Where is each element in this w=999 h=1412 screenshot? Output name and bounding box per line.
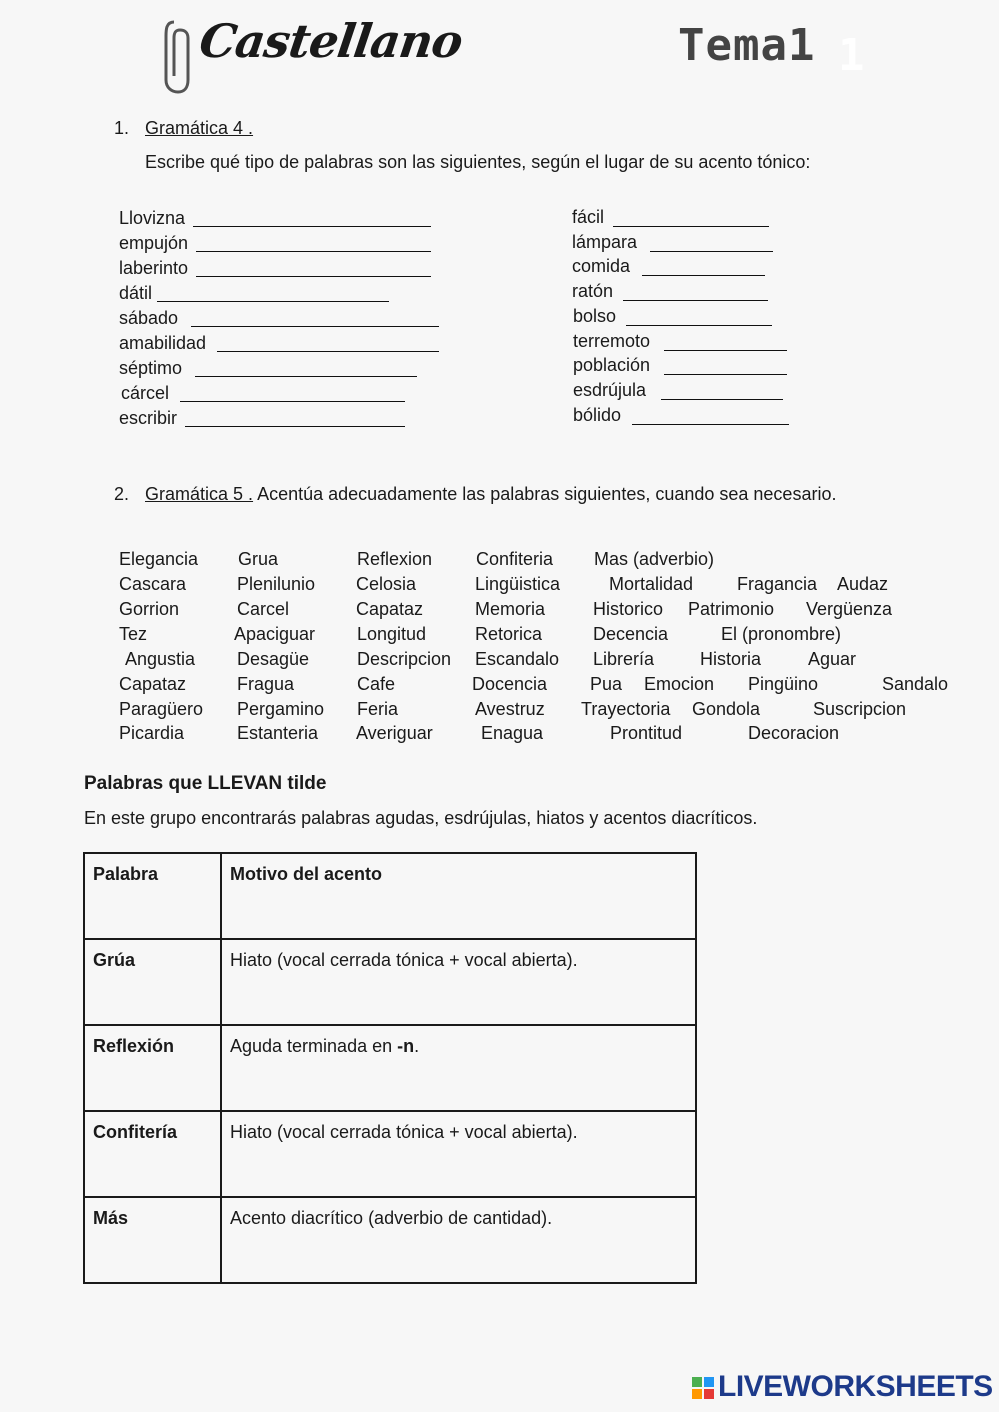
- answer-blank[interactable]: [191, 326, 439, 327]
- answer-blank[interactable]: [664, 374, 787, 375]
- paperclip-icon: [160, 16, 196, 94]
- answer-blank[interactable]: [180, 401, 405, 402]
- liveworksheets-logo-icon: [692, 1377, 714, 1399]
- accent-word[interactable]: Decoracion: [748, 723, 840, 743]
- answer-blank[interactable]: [623, 300, 768, 301]
- accent-word[interactable]: Decencia: [593, 624, 669, 644]
- liveworksheets-brand: LIVEWORKSHEETS: [718, 1370, 993, 1403]
- accent-word[interactable]: Paragüero: [119, 699, 204, 719]
- reason-cell[interactable]: Hiato (vocal cerrada tónica + vocal abierta).: [221, 1111, 696, 1197]
- word-label: Llovizna: [119, 208, 186, 228]
- answer-blank[interactable]: [195, 376, 417, 377]
- accent-word[interactable]: Emocion: [644, 674, 715, 694]
- word-label: ratón: [572, 281, 614, 302]
- table-header-row: [84, 853, 696, 939]
- word-label: lámpara: [572, 231, 638, 252]
- section-description: En este grupo encontrarás palabras agudas, esdrújulas, hiatos y acentos diacríticos.: [84, 808, 758, 828]
- accent-word[interactable]: Confiteria: [476, 549, 554, 569]
- exercise1-instruction: Escribe qué tipo de palabras son las siguientes, según el lugar de su acento tónico:: [145, 152, 811, 172]
- accent-word[interactable]: Prontitud: [610, 723, 683, 743]
- accent-word[interactable]: Memoria: [475, 599, 546, 619]
- word-label: fácil: [572, 207, 605, 227]
- answer-blank[interactable]: [613, 226, 769, 227]
- word-label: laberinto: [119, 258, 189, 278]
- exercise1-title[interactable]: Gramática 4 .: [145, 118, 254, 138]
- accent-word[interactable]: Fragancia: [737, 574, 818, 594]
- accent-word[interactable]: Apaciguar: [234, 624, 316, 644]
- tema-label: Tema1: [678, 20, 816, 71]
- word-cell[interactable]: Grúa: [84, 939, 221, 1025]
- answer-blank[interactable]: [664, 350, 787, 351]
- word-label: población: [573, 355, 651, 376]
- section-heading: Palabras que LLEVAN tilde: [84, 773, 327, 794]
- accent-word[interactable]: Librería: [593, 649, 655, 669]
- answer-blank[interactable]: [193, 226, 431, 227]
- accent-word[interactable]: Trayectoria: [581, 699, 671, 719]
- accent-word[interactable]: Mas (adverbio): [594, 549, 715, 569]
- answer-blank[interactable]: [196, 276, 431, 277]
- accent-word[interactable]: Escandalo: [475, 649, 560, 669]
- word-label: cárcel: [121, 383, 170, 403]
- accent-word[interactable]: Aguar: [808, 649, 857, 669]
- accent-word[interactable]: Estanteria: [237, 723, 319, 743]
- accent-word[interactable]: Historia: [700, 649, 762, 669]
- accent-word[interactable]: Plenilunio: [237, 574, 316, 594]
- table-row: [84, 1025, 696, 1111]
- answer-blank[interactable]: [217, 351, 439, 352]
- accent-word[interactable]: Audaz: [837, 574, 889, 594]
- accent-word[interactable]: Mortalidad: [609, 574, 694, 594]
- accent-word[interactable]: Patrimonio: [688, 599, 775, 619]
- accent-word[interactable]: Capataz: [356, 599, 424, 619]
- tema-number-ghost: 1: [838, 30, 865, 81]
- word-cell[interactable]: Reflexión: [84, 1025, 221, 1111]
- accent-word[interactable]: Tez: [119, 624, 148, 644]
- accent-word[interactable]: El (pronombre): [721, 624, 842, 644]
- accent-word[interactable]: Retorica: [475, 624, 543, 644]
- accent-word[interactable]: Sandalo: [882, 674, 949, 694]
- accent-word[interactable]: Descripcion: [357, 649, 452, 669]
- accent-word[interactable]: Suscripcion: [813, 699, 907, 719]
- accent-word[interactable]: Cafe: [357, 674, 396, 694]
- word-label: séptimo: [119, 358, 183, 378]
- answer-blank[interactable]: [626, 325, 772, 326]
- accent-word[interactable]: Lingüistica: [475, 574, 561, 594]
- word-label: bólido: [573, 404, 622, 425]
- accent-word[interactable]: Elegancia: [119, 549, 199, 569]
- accent-word[interactable]: Gorrion: [119, 599, 180, 619]
- answer-blank[interactable]: [157, 301, 389, 302]
- word-label: bolso: [573, 305, 617, 326]
- accent-word[interactable]: Longitud: [357, 624, 427, 644]
- word-label: esdrújula: [573, 379, 647, 400]
- word-cell[interactable]: Más: [84, 1197, 221, 1283]
- accent-word[interactable]: Docencia: [472, 674, 548, 694]
- table-row: [84, 1111, 696, 1197]
- exercise2-number: 2.: [114, 484, 130, 504]
- word-label: dátil: [119, 283, 153, 303]
- accent-word[interactable]: Pergamino: [237, 699, 325, 719]
- reason-cell[interactable]: Hiato (vocal cerrada tónica + vocal abierta).: [221, 939, 696, 1025]
- word-label: empujón: [119, 233, 189, 253]
- word-label: comida: [572, 256, 631, 277]
- word-label: escribir: [119, 408, 178, 428]
- accent-word[interactable]: Reflexion: [357, 549, 433, 569]
- answer-blank[interactable]: [642, 275, 765, 276]
- reason-cell[interactable]: Aguda terminada en -n.: [221, 1025, 696, 1111]
- answer-blank[interactable]: [185, 426, 405, 427]
- answer-blank[interactable]: [196, 251, 431, 252]
- accent-word[interactable]: Grua: [238, 549, 279, 569]
- accent-reason-table: [83, 852, 697, 1284]
- reason-cell[interactable]: Acento diacrítico (adverbio de cantidad).: [221, 1197, 696, 1283]
- accent-word[interactable]: Avestruz: [475, 699, 545, 719]
- accent-word[interactable]: Angustia: [125, 649, 196, 669]
- accent-word[interactable]: Pingüino: [748, 674, 819, 694]
- accent-word[interactable]: Celosia: [356, 574, 417, 594]
- logo-text: Castellano: [196, 14, 466, 68]
- word-label: amabilidad: [119, 333, 207, 353]
- accent-word[interactable]: Feria: [357, 699, 399, 719]
- exercise2-instruction: Acentúa adecuadamente las palabras siguientes, cuando sea necesario.: [257, 484, 837, 504]
- exercise2-heading: [145, 484, 836, 505]
- accent-word[interactable]: Capataz: [119, 674, 187, 694]
- table-row: [84, 1197, 696, 1283]
- accent-word[interactable]: Vergüenza: [806, 599, 893, 619]
- answer-blank[interactable]: [650, 251, 773, 252]
- exercise1-number: 1.: [114, 118, 130, 138]
- answer-blank[interactable]: [661, 399, 783, 400]
- accent-word[interactable]: Picardia: [119, 723, 185, 743]
- accent-word[interactable]: Desagüe: [237, 649, 310, 669]
- accent-word[interactable]: Carcel: [237, 599, 290, 619]
- accent-word[interactable]: Cascara: [119, 574, 187, 594]
- answer-blank[interactable]: [632, 424, 789, 425]
- header-reason-cell: Motivo del acento: [221, 853, 696, 939]
- word-label: terremoto: [573, 330, 651, 351]
- exercise2-title[interactable]: Gramática 5 .: [145, 484, 254, 504]
- word-label: sábado: [119, 308, 179, 328]
- accent-word[interactable]: Historico: [593, 599, 664, 619]
- accent-word[interactable]: Enagua: [481, 723, 544, 743]
- accent-word[interactable]: Pua: [590, 674, 623, 694]
- word-cell[interactable]: Confitería: [84, 1111, 221, 1197]
- header-word-cell: Palabra: [84, 853, 221, 939]
- accent-word[interactable]: Averiguar: [356, 723, 433, 743]
- accent-word[interactable]: Gondola: [692, 699, 761, 719]
- table-row: [84, 939, 696, 1025]
- accent-word[interactable]: Fragua: [237, 674, 295, 694]
